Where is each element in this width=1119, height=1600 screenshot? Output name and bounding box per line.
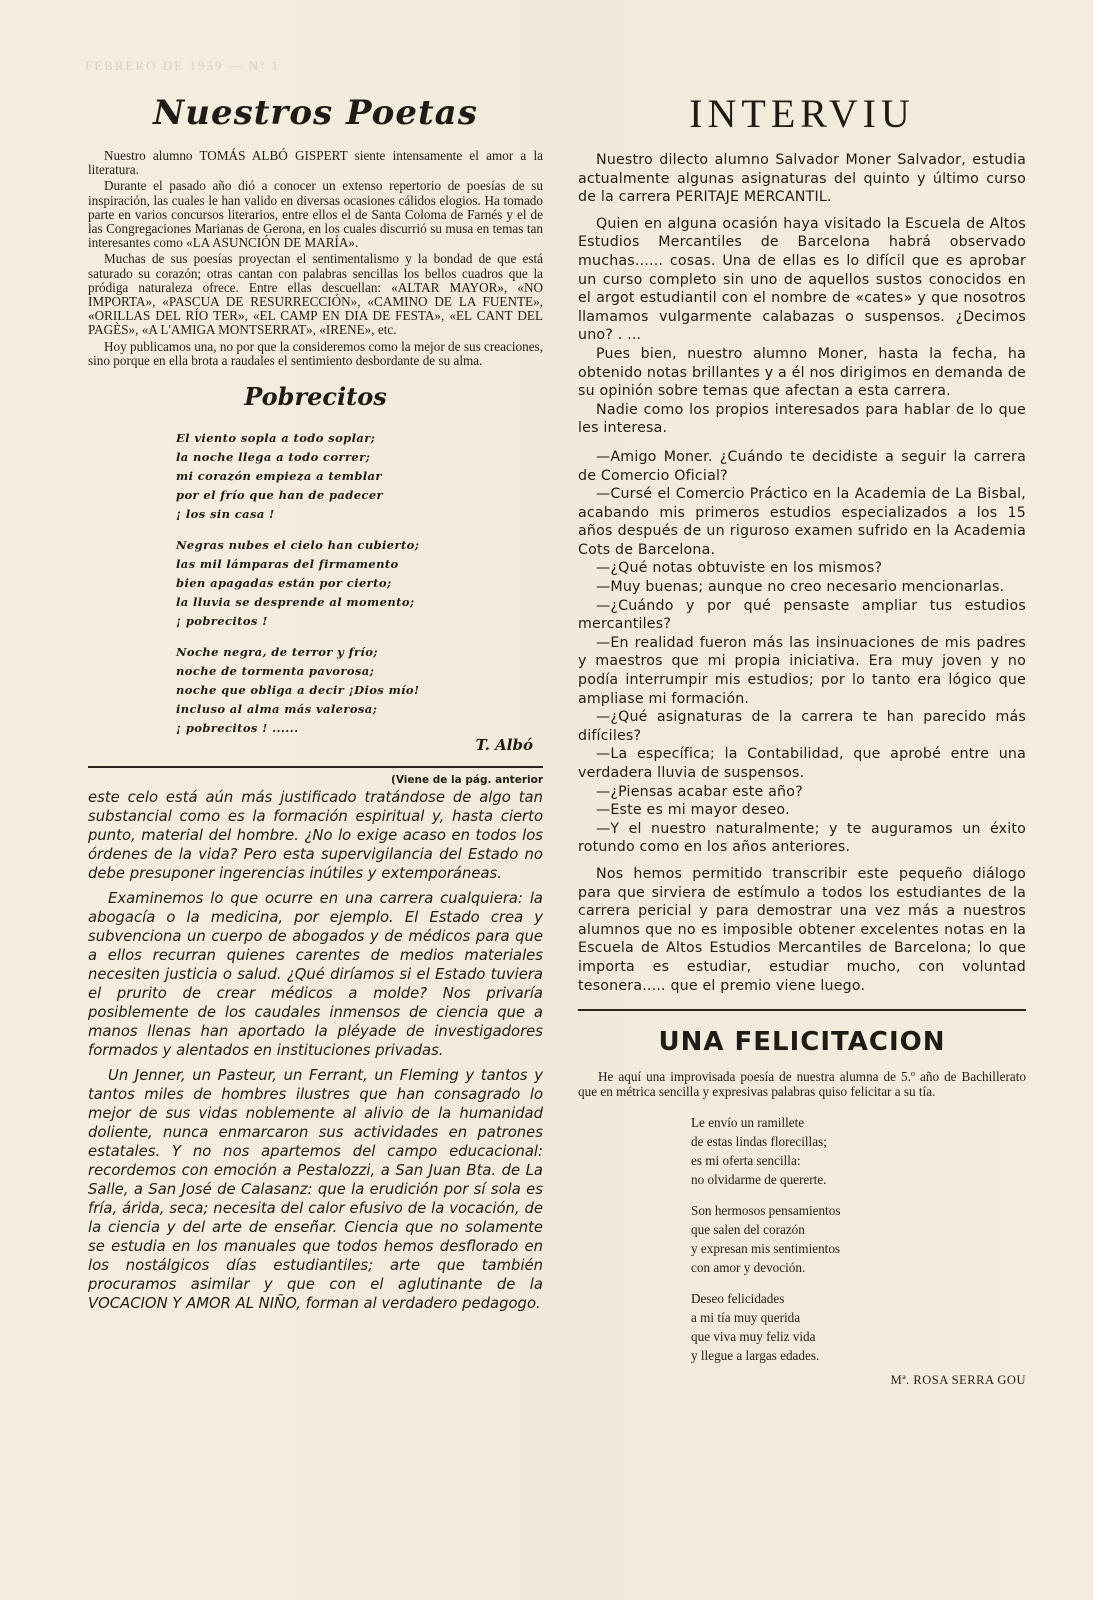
essay-paragraph: Un Jenner, un Pasteur, un Ferrant, un Fleming y tantos y tantos miles de hombres ilustres que han consagrado lo mejor de sus vidas noblemente al alivio de la humanidad doliente, nunca enmarcaron sus actividades en patrones estatales. Y no nos apartemos del campo educacional: recordemos con emoción a Pestalozzi, a San Juan Bta. de La Salle, a San José de Calasanz: que la erudición por sí sola es fría, árida, seca; necesita del calor efusivo de la vocación, de la ciencia y del arte de enseñar. Ciencia que no solamente se estudia en los manuales que todos hemos desflorado en los nostálgicos días estudiantiles; arte que también procuramos asimilar y que con el aglutinante de la VOCACION Y AMOR AL NIÑO, forman al verdadero pedagogo. [88,1067,543,1313]
intro-paragraph: Muchas de sus poesías proyectan el sentimentalismo y la bondad de que está saturado su corazón; otras cantan con palabras sencillas los bellos cuadros que la pródiga naturaleza ofrece. Entre ellas descuellan: «ALTAR MAYOR», «NO IMPORTA», «PASCUA DE RESURRECCIÓN», «CAMINO DE LA FUENTE», «ORILLAS DEL RÍO TER», «EL CAMP EN DIA DE FESTA», «EL CANT DEL PAGÈS», «A L'AMIGA MONTSERRAT», «IRENE», etc. [88,251,543,338]
continued-note: (Viene de la pág. anterior [391,774,543,787]
column-divider [88,766,543,768]
dialogue-line: —Muy buenas; aunque no creo necesario mencionarlas. [596,579,1005,596]
poem-stanza [176,429,543,524]
felicitacion-verse: Deseo felicidades [691,1291,785,1307]
dialogue-line: —¿Qué notas obtuviste en los mismos? [596,560,883,577]
bleed-through-header: FEBRERO DE 1959 — Nº 1 [85,58,281,73]
interviu-paragraph: Pues bien, nuestro alumno Moner, hasta la fecha, ha obtenido notas brillantes y a él nos dirigimos en demanda de su opinión sobre temas que afectan a esta carrera. [578,345,1026,400]
felicitacion-heading: UNA FELICITACION [658,1027,946,1058]
felicitacion-intro: He aquí una improvisada poesía de nuestra alumna de 5.º año de Bachillerato que en métrica sencilla y expresivas palabras quiso felicitar a su tía. [578,1069,1026,1100]
poem-verse: incluso al alma más valerosa; [176,702,378,717]
intro-paragraph: Durante el pasado año dió a conocer un extenso repertorio de poesías de su inspiración, las cuales le han valido en diversas ocasiones cálidos elogios. Ha tomado parte en varios concursos literarios, entre ellos el de Santa Coloma de Farnés y el de las Congregaciones Marianas de Gerona, en los cuales discurrió su musa en temas tan interesantes como «LA ASUNCIÓN DE MARÍA». [88,178,543,251]
interviu-paragraph: Quien en alguna ocasión haya visitado la Escuela de Altos Estudios Mercantiles de Barcelona habrá observado muchas...... cosas. Una de ellas es lo difícil que es aprobar un curso completo sin uno de aquellos sustos conocidos en el argot estudiantil con el nombre de «cates» y que nosotros llamamos vulgarmente calabazas o suspensos. ¿Decimos uno? . ... [578,215,1026,344]
felicitacion-stanza [691,1113,1026,1189]
dialogue-line: —Y el nuestro naturalmente; y te auguramos un éxito rotundo como en los años anteriores. [578,820,1026,856]
dialogue-line: —¿Piensas acabar este año? [596,783,803,800]
felicitacion-verse: a mi tía muy querida [691,1310,801,1326]
felicitacion-verse: Le envío un ramillete [691,1115,805,1131]
felicitacion-stanza [691,1289,1026,1365]
poem-verse: la lluvia se desprende al momento; [176,595,415,610]
felicitacion-stanza [691,1201,1026,1277]
poem-verse: Negras nubes el cielo han cubierto; [176,538,420,553]
dialogue-line: —La específica; la Contabilidad, que aprobé entre una verdadera lluvia de suspensos. [578,746,1026,781]
dialogue-line: —Este es mi mayor deseo. [596,802,790,819]
poetas-heading: Nuestros Poetas [153,93,478,133]
section-divider [578,1009,1026,1011]
closing-paragraph: Nos hemos permitido transcribir este pequeño diálogo para que sirviera de estímulo a todos los estudiantes de la carrera pericial y para demostrar una vez más a nuestros alumnos que no es imposible obtener excelentes notas en la Escuela de Altos Estudios Mercantiles de Barcelona; lo que importa es estudiar, estudiar mucho, con voluntad tesonera..... que el premio viene luego. [578,865,1026,994]
poem-verse: El viento sopla a todo soplar; [176,431,376,446]
poem-verse: por el frío que han de padecer [176,488,384,503]
felicitacion-verse: que salen del corazón [691,1222,805,1238]
dialogue-line: —¿Cuándo y por qué pensaste ampliar tus estudios mercantiles? [578,597,1026,633]
poem-verse: noche de tormenta pavorosa; [176,664,375,679]
right-column [578,90,1026,1388]
left-column [88,85,543,1313]
poem-verse: ¡ pobrecitos ! ...... [176,721,299,736]
intro-paragraph: Hoy publicamos una, no por que la consideremos como la mejor de sus creaciones, sino porque en ella brota a raudales el sentimiento desbordante de su alma. [88,338,543,368]
interview-dialogue [578,448,1026,857]
poem-verse: ¡ los sin casa ! [176,507,275,522]
interviu-heading: INTERVIU [689,91,915,136]
felicitacion-verse: Son hermosos pensamientos [691,1203,841,1219]
dialogue-line: —Amigo Moner. ¿Cuándo te decidiste a seguir la carrera de Comercio Oficial? [578,448,1026,484]
felicitacion-verse: que viva muy feliz vida [691,1329,816,1345]
essay-paragraph: Examinemos lo que ocurre en una carrera cualquiera: la abogacía o la medicina, por ejemplo. El Estado crea y subvenciona un cuerpo de abogados y de médicos para que a ellos recurran quienes carentes de medios materiales necesiten justicia o salud. ¿Qué diríamos si el Estado tuviera el prurito de crear médicos a molde? Nos privaría posiblemente de los caudales inmensos de ciencia que a manos llenas han aportado la pléyade de investigadores formados y alentados en instituciones privadas. [88,890,543,1060]
poem-verse: bien apagadas están por cierto; [176,576,392,591]
poem-verse: noche que obliga a decir ¡Dios mío! [176,683,420,698]
page-edge [1093,0,1119,1600]
poem-title: Pobrecitos [244,382,387,412]
interviu-paragraph: Nuestro dilecto alumno Salvador Moner Salvador, estudia actualmente algunas asignaturas del quinto y último curso de la carrera PERITAJE MERCANTIL. [578,152,1026,206]
felicitacion-signature: Mª. ROSA SERRA GOU [890,1373,1026,1388]
poem-stanza [176,536,543,631]
felicitacion-verse: y expresan mis sentimientos [691,1241,841,1257]
dialogue-line: —En realidad fueron más las insinuaciones de mis padres y maestros que mi propia iniciativa. Era muy joven y no podía interrumpir mis estudios; por lo tanto era lógico que ampliase mi formación. [578,634,1026,707]
dialogue-line: —Cursé el Comercio Práctico en la Academia de La Bisbal, acabando mis primeros estudios especializados a los 15 años después de un riguroso examen sufrido en la Academia Cots de Barcelona. [578,486,1026,558]
poem-verse: Noche negra, de terror y frío; [176,645,378,660]
interviu-paragraph: Nadie como los propios interesados para hablar de lo que les interesa. [578,401,1026,437]
felicitacion-verse: de estas lindas florecillas; [691,1134,827,1150]
poem-signature: T. Albó [475,736,533,755]
poem-verse: ¡ pobrecitos ! [176,614,268,629]
poem-verse: las mil lámparas del firmamento [176,557,399,572]
felicitacion-verse: es mi oferta sencilla: [691,1153,801,1169]
intro-paragraph: Nuestro alumno TOMÁS ALBÓ GISPERT siente intensamente el amor a la literatura. [88,148,543,178]
felicitacion-verse: y llegue a largas edades. [691,1348,820,1364]
felicitacion-verse: con amor y devoción. [691,1260,806,1276]
poem-stanza [176,643,543,738]
poem-verse: la noche llega a todo correr; [176,450,371,465]
felicitacion-verse: no olvidarme de quererte. [691,1172,827,1188]
essay-paragraph: este celo está aún más justificado tratándose de algo tan substancial como es la formación espiritual y, hasta cierto punto, material del hombre. ¿No lo exige acaso en todos los órdenes de la vida? Pero esta supervigilancia del Estado no debe presuponer ingerencias inútiles y extemporáneas. [88,789,543,883]
dialogue-line: —¿Qué asignaturas de la carrera te han parecido más difíciles? [578,709,1026,744]
poem-verse: mi corazón empieza a temblar [176,469,382,484]
